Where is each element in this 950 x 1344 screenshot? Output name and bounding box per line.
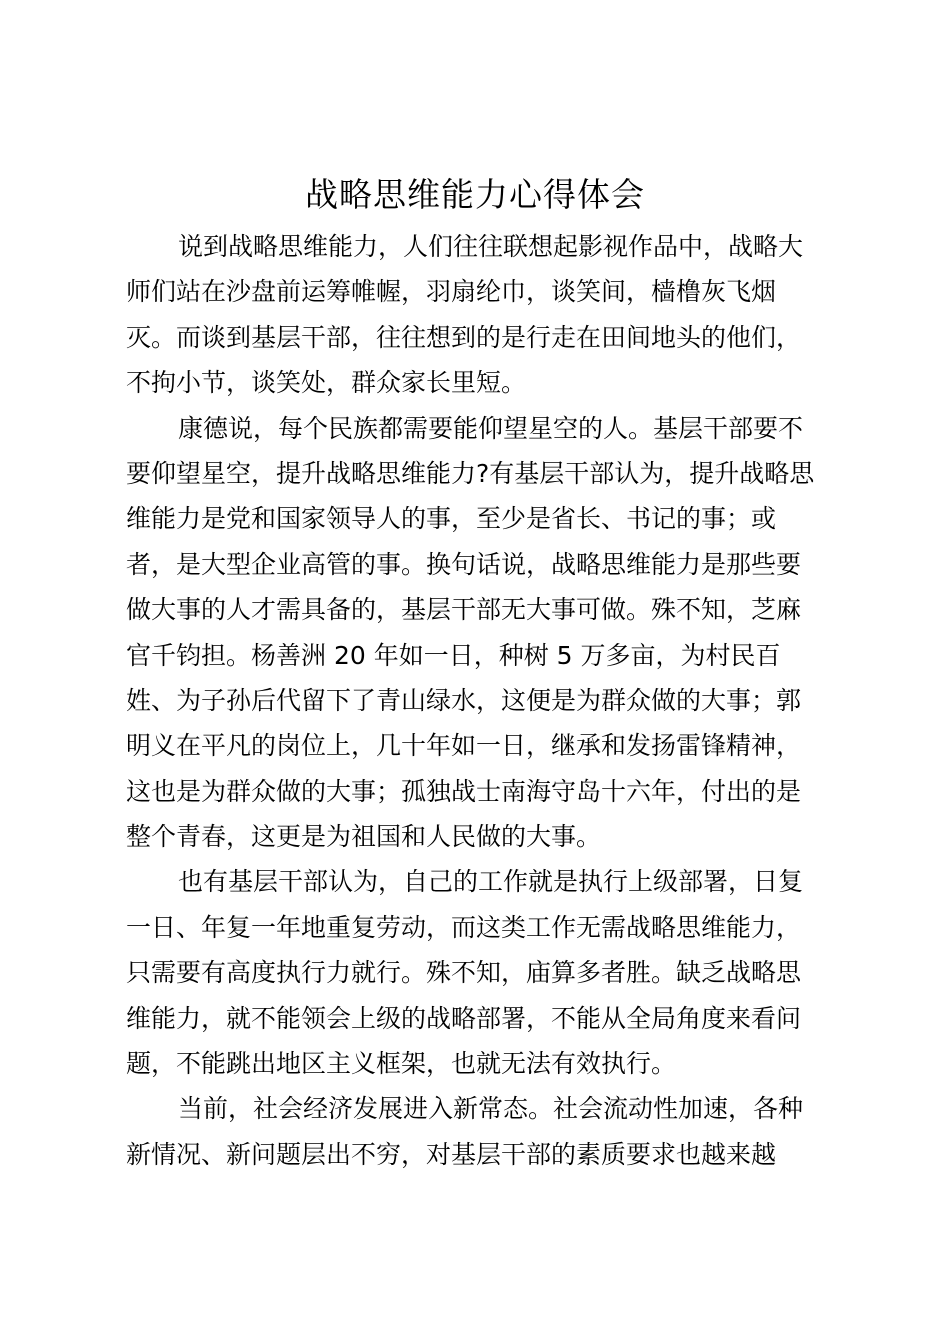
text-line: 做大事的人才需具备的，基层干部无大事可做。殊不知，芝麻	[126, 595, 802, 625]
text-line: 灭。而谈到基层干部，往往想到的是行走在田间地头的他们，	[126, 322, 802, 352]
text-line: 官千钧担。杨善洲 20 年如一日，种树 5 万多亩，为村民百	[126, 640, 781, 670]
text-line: 维能力是党和国家领导人的事，至少是省长、书记的事；或	[126, 504, 777, 534]
text-line: 也有基层干部认为，自己的工作就是执行上级部署，日复	[178, 867, 804, 897]
text-line: 要仰望星空，提升战略思维能力?有基层干部认为，提升战略思	[126, 458, 815, 488]
text-line: 师们站在沙盘前运筹帷幄，羽扇纶巾，谈笑间，樯橹灰飞烟	[126, 277, 777, 307]
text-line: 当前，社会经济发展进入新常态。社会流动性加速，各种	[178, 1094, 804, 1124]
text-line: 这也是为群众做的大事；孤独战士南海守岛十六年，付出的是	[126, 776, 802, 806]
document-title: 战略思维能力心得体会	[305, 175, 645, 214]
text-line: 新情况、新问题层出不穷，对基层干部的素质要求也越来越	[126, 1139, 777, 1169]
text-line: 只需要有高度执行力就行。殊不知，庙算多者胜。缺乏战略思	[126, 958, 802, 988]
text-line: 题，不能跳出地区主义框架，也就无法有效执行。	[126, 1049, 677, 1079]
document-body	[126, 224, 832, 1177]
text-line: 维能力，就不能领会上级的战略部署，不能从全局角度来看问	[126, 1003, 802, 1033]
text-line: 姓、为子孙后代留下了青山绿水，这便是为群众做的大事；郭	[126, 685, 802, 715]
text-line: 整个青春，这更是为祖国和人民做的大事。	[126, 822, 602, 852]
text-line: 康德说，每个民族都需要能仰望星空的人。基层干部要不	[178, 413, 804, 443]
text-line: 不拘小节，谈笑处，群众家长里短。	[126, 368, 527, 398]
text-line: 一日、年复一年地重复劳动，而这类工作无需战略思维能力，	[126, 912, 802, 942]
text-line: 者，是大型企业高管的事。换句话说，战略思维能力是那些要	[126, 549, 802, 579]
text-line: 说到战略思维能力，人们往往联想起影视作品中，战略大	[178, 232, 804, 261]
text-line: 明义在平凡的岗位上，几十年如一日，继承和发扬雷锋精神，	[126, 731, 802, 761]
